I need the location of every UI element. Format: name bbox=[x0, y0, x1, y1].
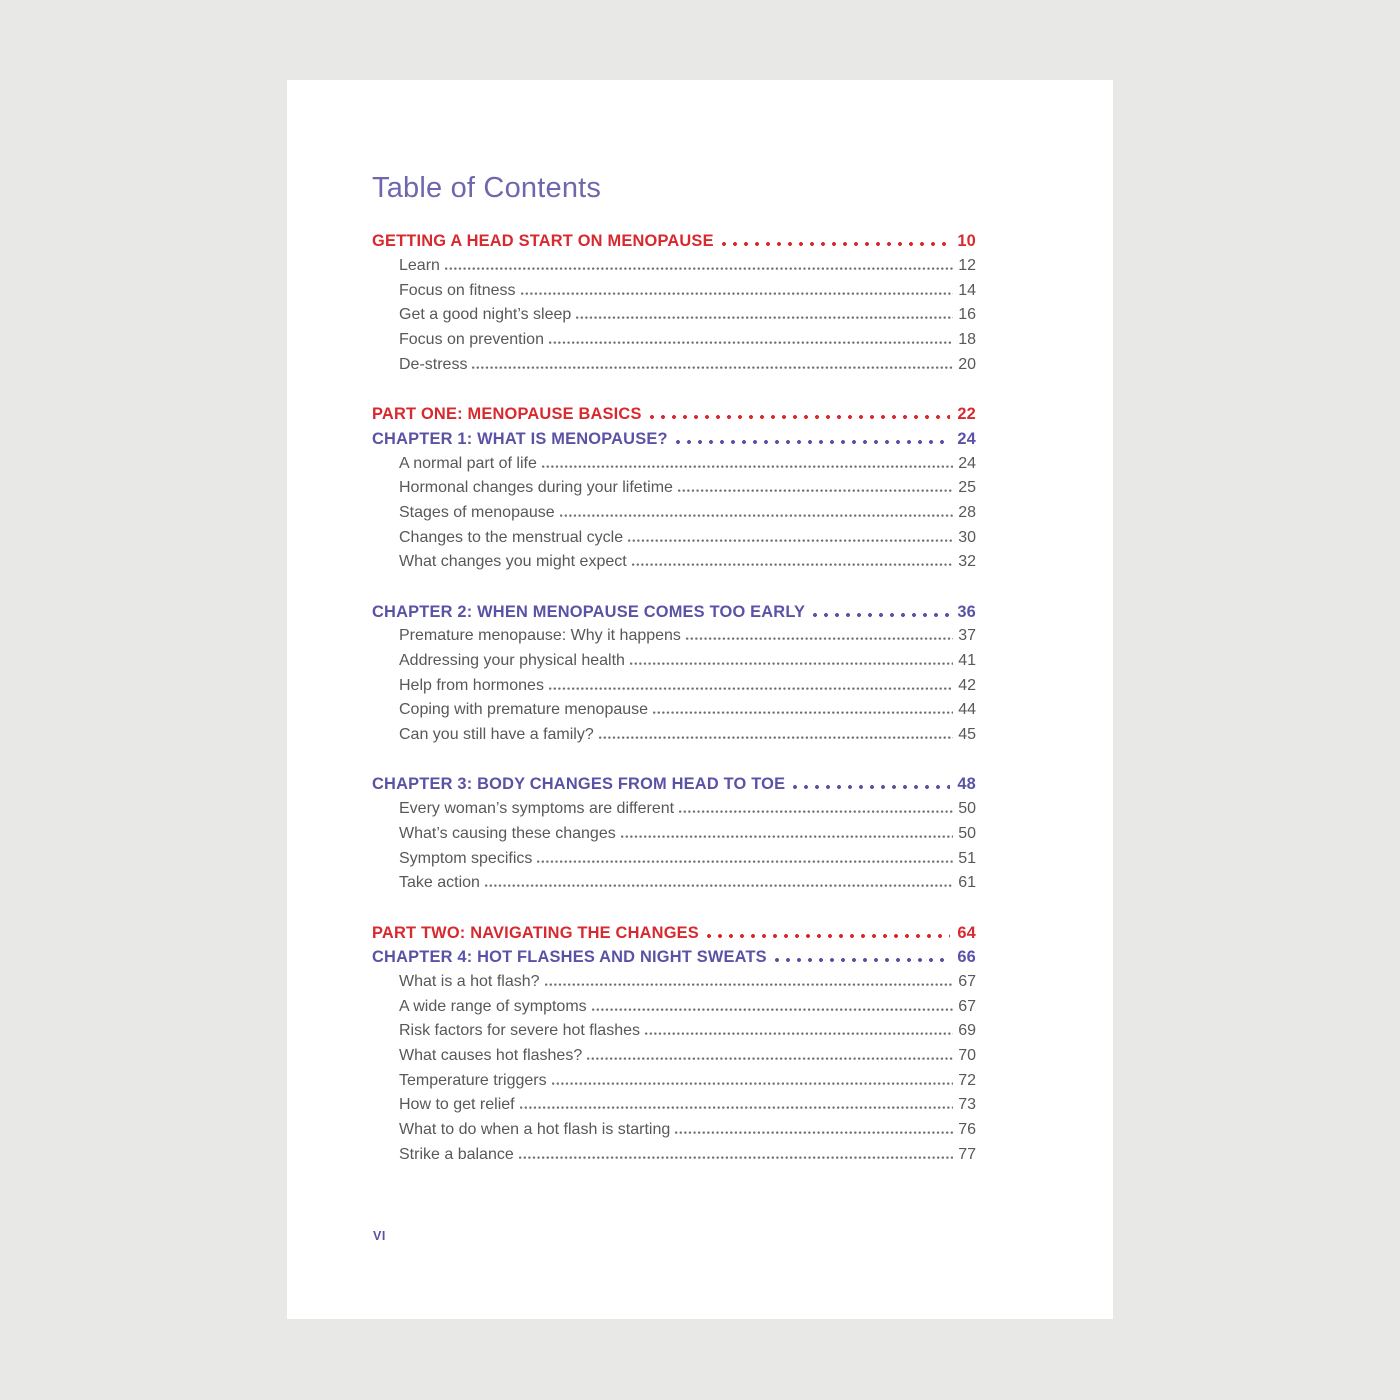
toc-item-page-number: 41 bbox=[958, 652, 976, 670]
toc-item-page-number: 14 bbox=[958, 281, 976, 299]
dot-leader bbox=[632, 563, 954, 566]
dot-leader bbox=[621, 835, 953, 838]
toc-item-label: De-stress bbox=[399, 355, 468, 373]
dot-leader bbox=[545, 983, 954, 986]
toc-item-page-number: 77 bbox=[958, 1145, 976, 1163]
toc-section bbox=[372, 775, 976, 898]
toc-item-row bbox=[372, 257, 976, 282]
toc-item-row bbox=[372, 1096, 976, 1121]
dot-leader bbox=[599, 736, 953, 739]
toc-heading-page-number: 48 bbox=[957, 775, 976, 794]
toc-item-page-number: 50 bbox=[958, 800, 976, 818]
toc-item-row bbox=[372, 553, 976, 578]
toc-heading-row bbox=[372, 603, 976, 628]
toc-item-row bbox=[372, 825, 976, 850]
toc-item-label: Take action bbox=[399, 874, 480, 892]
toc-item-page-number: 28 bbox=[958, 503, 976, 521]
dot-leader bbox=[519, 1156, 953, 1159]
toc-item-page-number: 67 bbox=[958, 997, 976, 1015]
toc-item-page-number: 18 bbox=[958, 331, 976, 349]
toc-item-row bbox=[372, 1121, 976, 1146]
toc-item-row bbox=[372, 282, 976, 307]
toc-item-row bbox=[372, 356, 976, 381]
toc-item-label: What to do when a hot flash is starting bbox=[399, 1121, 671, 1139]
toc-item-page-number: 69 bbox=[958, 1022, 976, 1040]
dot-leader bbox=[650, 415, 951, 419]
toc-item-page-number: 16 bbox=[958, 306, 976, 324]
toc-item-label: Symptom specifics bbox=[399, 849, 533, 867]
toc-item-page-number: 42 bbox=[958, 676, 976, 694]
toc-item-row bbox=[372, 652, 976, 677]
toc-item-label: Focus on prevention bbox=[399, 331, 544, 349]
dot-leader bbox=[630, 662, 953, 665]
dot-leader bbox=[793, 785, 950, 789]
toc-heading-row bbox=[372, 232, 976, 257]
page-title: Table of Contents bbox=[372, 172, 602, 204]
folio-page-number: VI bbox=[373, 1229, 387, 1243]
toc-item-label: Stages of menopause bbox=[399, 503, 555, 521]
dot-leader bbox=[676, 440, 951, 444]
toc-heading-page-number: 64 bbox=[957, 923, 976, 942]
toc-section bbox=[372, 924, 976, 1171]
dot-leader bbox=[445, 267, 953, 270]
toc-item-row bbox=[372, 701, 976, 726]
toc-item-label: Get a good night’s sleep bbox=[399, 306, 572, 324]
toc-heading-label: CHAPTER 1: WHAT IS MENOPAUSE? bbox=[372, 429, 668, 448]
toc-item-label: Hormonal changes during your lifetime bbox=[399, 479, 673, 497]
toc-item-row bbox=[372, 455, 976, 480]
dot-leader bbox=[537, 860, 953, 863]
toc-item-label: Coping with premature menopause bbox=[399, 701, 649, 719]
dot-leader bbox=[521, 292, 954, 295]
toc-heading-row bbox=[372, 948, 976, 973]
toc-item-row bbox=[372, 850, 976, 875]
dot-leader bbox=[520, 1106, 954, 1109]
toc-section bbox=[372, 232, 976, 380]
toc-item-label: Every woman’s symptoms are different bbox=[399, 800, 675, 818]
toc-item-label: Changes to the menstrual cycle bbox=[399, 528, 624, 546]
toc-item-label: What causes hot flashes? bbox=[399, 1047, 583, 1065]
dot-leader bbox=[686, 637, 953, 640]
toc-heading-label: CHAPTER 2: WHEN MENOPAUSE COMES TOO EARLY bbox=[372, 602, 806, 621]
toc-item-label: What changes you might expect bbox=[399, 553, 627, 571]
toc-item-row bbox=[372, 529, 976, 554]
toc-item-label: What’s causing these changes bbox=[399, 824, 616, 842]
dot-leader bbox=[485, 884, 953, 887]
toc-heading-page-number: 66 bbox=[957, 948, 976, 967]
toc-heading-label: PART ONE: MENOPAUSE BASICS bbox=[372, 405, 642, 424]
toc-item-label: Help from hormones bbox=[399, 676, 544, 694]
toc-item-row bbox=[372, 627, 976, 652]
toc-item-row bbox=[372, 504, 976, 529]
dot-leader bbox=[628, 539, 953, 542]
dot-leader bbox=[552, 1082, 954, 1085]
toc-item-page-number: 51 bbox=[958, 849, 976, 867]
toc-item-row bbox=[372, 1047, 976, 1072]
toc-item-row bbox=[372, 1072, 976, 1097]
toc-heading-page-number: 10 bbox=[957, 232, 976, 251]
dot-leader bbox=[707, 934, 950, 938]
toc-section bbox=[372, 405, 976, 578]
toc-heading-page-number: 22 bbox=[957, 405, 976, 424]
dot-leader bbox=[645, 1032, 953, 1035]
toc-heading-row bbox=[372, 775, 976, 800]
toc-item-label: Focus on fitness bbox=[399, 281, 516, 299]
toc-item-page-number: 25 bbox=[958, 479, 976, 497]
toc-section bbox=[372, 603, 976, 751]
dot-leader bbox=[722, 242, 951, 246]
toc-item-label: A wide range of symptoms bbox=[399, 997, 587, 1015]
toc-item-row bbox=[372, 973, 976, 998]
toc-item-page-number: 45 bbox=[958, 726, 976, 744]
dot-leader bbox=[679, 810, 953, 813]
toc-item-page-number: 20 bbox=[958, 355, 976, 373]
toc-item-label: What is a hot flash? bbox=[399, 972, 540, 990]
toc-heading-label: PART TWO: NAVIGATING THE CHANGES bbox=[372, 923, 699, 942]
toc-item-page-number: 24 bbox=[958, 454, 976, 472]
toc-heading-label: CHAPTER 4: HOT FLASHES AND NIGHT SWEATS bbox=[372, 948, 767, 967]
dot-leader bbox=[576, 316, 953, 319]
toc-item-label: How to get relief bbox=[399, 1096, 515, 1114]
toc-item-page-number: 61 bbox=[958, 874, 976, 892]
toc-item-label: Temperature triggers bbox=[399, 1071, 547, 1089]
toc-item-row bbox=[372, 479, 976, 504]
toc-heading-row bbox=[372, 430, 976, 455]
toc-item-page-number: 70 bbox=[958, 1047, 976, 1065]
toc-item-page-number: 44 bbox=[958, 701, 976, 719]
toc-item-row bbox=[372, 331, 976, 356]
dot-leader bbox=[472, 366, 953, 369]
dot-leader bbox=[592, 1008, 954, 1011]
dot-leader bbox=[653, 711, 953, 714]
toc-heading-row bbox=[372, 405, 976, 430]
toc-item-label: Premature menopause: Why it happens bbox=[399, 627, 681, 645]
toc-item-label: Can you still have a family? bbox=[399, 726, 594, 744]
toc-heading-page-number: 36 bbox=[957, 602, 976, 621]
toc-item-page-number: 32 bbox=[958, 553, 976, 571]
dot-leader bbox=[678, 489, 953, 492]
toc-item-row bbox=[372, 306, 976, 331]
toc-item-page-number: 73 bbox=[958, 1096, 976, 1114]
dot-leader bbox=[675, 1131, 953, 1134]
toc-heading-page-number: 24 bbox=[957, 429, 976, 448]
toc-item-row bbox=[372, 1022, 976, 1047]
toc-item-page-number: 12 bbox=[958, 257, 976, 275]
toc-heading-row bbox=[372, 924, 976, 949]
dot-leader bbox=[775, 958, 951, 962]
toc-item-page-number: 72 bbox=[958, 1071, 976, 1089]
dot-leader bbox=[813, 613, 950, 617]
toc-item-row bbox=[372, 998, 976, 1023]
toc-item-label: Strike a balance bbox=[399, 1145, 514, 1163]
toc-item-page-number: 50 bbox=[958, 824, 976, 842]
toc-item-row bbox=[372, 800, 976, 825]
toc-heading-label: GETTING A HEAD START ON MENOPAUSE bbox=[372, 232, 714, 251]
toc-page bbox=[287, 80, 1113, 1319]
toc-item-row bbox=[372, 1146, 976, 1171]
toc-heading-label: CHAPTER 3: BODY CHANGES FROM HEAD TO TOE bbox=[372, 775, 786, 794]
toc-item-label: Addressing your physical health bbox=[399, 652, 625, 670]
dot-leader bbox=[549, 341, 953, 344]
toc-item-label: Risk factors for severe hot flashes bbox=[399, 1022, 640, 1040]
dot-leader bbox=[560, 514, 954, 517]
toc-item-page-number: 67 bbox=[958, 972, 976, 990]
toc-item-row bbox=[372, 874, 976, 899]
toc-content bbox=[372, 80, 976, 1195]
dot-leader bbox=[549, 687, 953, 690]
toc-item-label: Learn bbox=[399, 257, 440, 275]
toc-item-label: A normal part of life bbox=[399, 454, 537, 472]
toc-item-row bbox=[372, 726, 976, 751]
toc-item-row bbox=[372, 677, 976, 702]
toc-list bbox=[372, 232, 976, 1170]
toc-item-page-number: 37 bbox=[958, 627, 976, 645]
toc-item-page-number: 30 bbox=[958, 528, 976, 546]
toc-item-page-number: 76 bbox=[958, 1121, 976, 1139]
dot-leader bbox=[542, 465, 953, 468]
dot-leader bbox=[587, 1057, 953, 1060]
